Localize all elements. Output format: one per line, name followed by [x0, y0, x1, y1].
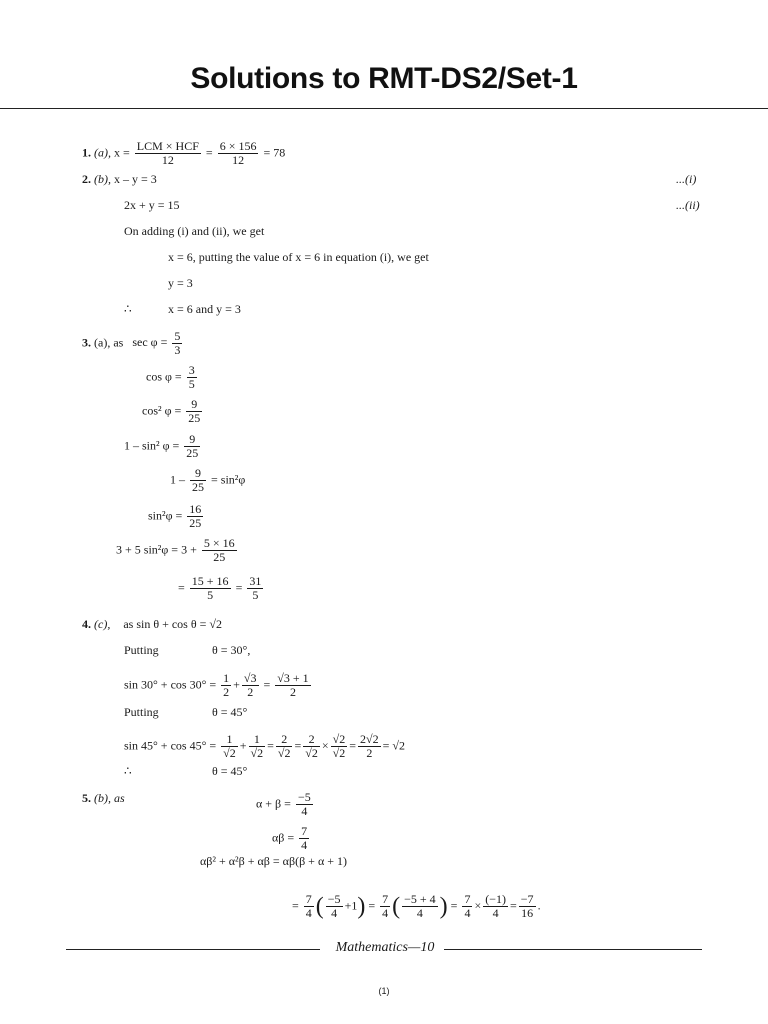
therefore-symbol: ∴ [124, 764, 132, 778]
denominator: 5 [252, 588, 259, 602]
q1-fraction-2 [218, 140, 259, 167]
numerator: (−1) [485, 892, 506, 906]
denominator: 2 [223, 685, 230, 699]
q3-fraction [187, 364, 197, 391]
q2-line-1 [82, 172, 157, 186]
q3-lhs: sin²φ = [148, 508, 183, 523]
q4-result: = √2 [382, 738, 405, 753]
q3-line-4 [124, 433, 202, 460]
q3-line-6 [148, 503, 205, 530]
denominator: 12 [232, 153, 245, 167]
footer-rule-right [444, 949, 702, 950]
equals: = [510, 898, 517, 913]
q4-fraction [249, 733, 266, 760]
times: × [474, 898, 482, 913]
q4-fraction [358, 733, 381, 760]
q1-number: 1. [82, 145, 91, 160]
denominator: 25 [188, 411, 201, 425]
footer-subject: Mathematics—10 [335, 940, 435, 955]
q4-lhs: sin 30° + cos 30° = [124, 677, 217, 692]
equals: = [450, 898, 458, 913]
q1-answer: (a), [94, 145, 111, 160]
numerator: 7 [305, 892, 312, 906]
q4-fraction [303, 733, 320, 760]
q4-fraction [242, 672, 259, 699]
denominator: 4 [382, 906, 389, 920]
q3-fraction [172, 330, 182, 357]
q5-fraction [326, 893, 343, 920]
q3-fraction [247, 575, 263, 602]
q4-line-2 [124, 672, 313, 699]
q3-fraction [186, 398, 202, 425]
numerator: 6 × 156 [219, 139, 257, 153]
q4-theta-2: θ = 45° [212, 705, 248, 719]
q3-line-5 [170, 467, 245, 494]
numerator: −5 [327, 892, 341, 906]
q4-fraction [276, 733, 293, 760]
q3-number: 3. [82, 335, 91, 350]
q5-fraction [380, 893, 390, 920]
denominator: 4 [464, 906, 471, 920]
numerator: 15 + 16 [191, 574, 229, 588]
q5-number: 5. [82, 791, 91, 805]
q4-line-4 [124, 733, 405, 760]
denominator: 25 [186, 446, 199, 460]
numerator: 31 [249, 574, 262, 588]
numerator: 7 [464, 892, 471, 906]
period: . [537, 898, 541, 913]
q5-lhs: α + β = [256, 796, 291, 811]
q1-result: = 78 [263, 145, 286, 160]
right-paren: ) [357, 893, 366, 920]
q5-fraction [462, 893, 472, 920]
q3-fraction [202, 537, 237, 564]
equals: = [349, 738, 357, 753]
denominator: 25 [213, 550, 226, 564]
equals: = [294, 738, 302, 753]
q4-putting-1: Putting [124, 643, 159, 657]
denominator: 12 [161, 153, 174, 167]
numerator: 3 [188, 363, 195, 377]
q3-line-2 [146, 364, 199, 391]
denominator: 4 [492, 906, 499, 920]
denominator: 2 [366, 746, 373, 760]
q5-fraction [402, 893, 438, 920]
q4-number: 4. [82, 617, 91, 631]
denominator: 2 [289, 685, 296, 699]
q3-lhs: 1 – sin² φ = [124, 438, 180, 453]
numerator: −5 + 4 [404, 892, 436, 906]
q4-putting-2: Putting [124, 705, 159, 719]
therefore-symbol: ∴ [124, 302, 132, 316]
equals: = [235, 580, 243, 595]
q2-eq1: x – y = 3 [114, 172, 157, 186]
left-paren: ( [315, 893, 324, 920]
q3-rhs: = sin²φ [211, 472, 246, 487]
q5-fraction [299, 825, 309, 852]
denominator: √2 [332, 746, 346, 760]
q1-lhs: x = [114, 145, 130, 160]
denominator: 4 [301, 838, 308, 852]
numerator: √3 + 1 [277, 671, 309, 685]
numerator: 9 [184, 433, 200, 447]
denominator: 5 [188, 377, 195, 391]
q3-line-3 [142, 398, 204, 425]
q5-fraction [519, 893, 536, 920]
equals: = [292, 898, 299, 913]
denominator: 4 [301, 804, 308, 818]
footer-rule-left [66, 949, 320, 950]
q3-fraction [190, 467, 206, 494]
q5-label [82, 791, 125, 805]
q5-fraction [296, 791, 313, 818]
q1-line [82, 140, 285, 167]
equals: = [205, 145, 213, 160]
denominator: √2 [277, 746, 291, 760]
denominator: 4 [305, 906, 312, 920]
equals: = [263, 677, 271, 692]
equals: = [267, 738, 274, 753]
right-paren: ) [439, 893, 448, 920]
denominator: 4 [331, 906, 338, 920]
q5-line-3: αβ² + α²β + αβ = αβ(β + α + 1) [200, 854, 347, 868]
q5-lhs: αβ = [272, 830, 295, 845]
q3-lhs: cos φ = [146, 369, 182, 384]
q2-adding: On adding (i) and (ii), we get [124, 224, 265, 238]
equals: = [178, 580, 185, 595]
q4-theta-1: θ = 30°, [212, 643, 251, 657]
numerator: 2√2 [360, 732, 379, 746]
numerator: 7 [301, 824, 308, 838]
numerator: √2 [332, 732, 346, 746]
q4-fraction [275, 672, 310, 699]
denominator: 25 [189, 516, 202, 530]
q4-fraction [221, 733, 238, 760]
page-title: Solutions to RMT-DS2/Set-1 [190, 62, 578, 95]
equals: = [368, 898, 376, 913]
q4-statement: as sin θ + cos θ = √2 [123, 617, 222, 631]
q2-ref2: ...(ii) [676, 198, 700, 212]
denominator: √2 [250, 746, 264, 760]
q4-fraction [331, 733, 348, 760]
page-number: (1) [378, 986, 390, 996]
denominator: 4 [416, 906, 423, 920]
denominator: 16 [521, 906, 534, 920]
numerator: 5 [174, 329, 181, 343]
q3-line-1 [82, 330, 184, 357]
q5-line-1 [256, 791, 315, 818]
q4-answer: (c), [94, 617, 111, 631]
q2-answer: (b), [94, 172, 111, 186]
numerator: 5 × 16 [203, 536, 235, 550]
numerator: 1 [221, 733, 238, 747]
q2-putting: x = 6, putting the value of x = 6 in equation (i), we get [168, 250, 429, 264]
q3-lhs: 3 + 5 sin²φ = 3 + [116, 542, 197, 557]
q3-lhs: sec φ = [132, 335, 168, 350]
q3-fraction [184, 433, 200, 460]
numerator: 2 [303, 733, 320, 747]
q3-fraction [187, 503, 203, 530]
numerator: √3 [243, 671, 257, 685]
q3-answer: (a), as [94, 335, 124, 350]
q4-lhs: sin 45° + cos 45° = [124, 738, 217, 753]
q1-fraction-1 [135, 140, 201, 167]
q5-line-2 [272, 825, 311, 852]
denominator: √2 [305, 746, 318, 760]
numerator: 1 [223, 671, 230, 685]
q3-lhs: cos² φ = [142, 403, 182, 418]
q4-final: θ = 45° [212, 764, 248, 778]
left-paren: ( [392, 893, 401, 920]
q3-line-7 [116, 537, 239, 564]
q2-eq2: 2x + y = 15 [124, 198, 180, 212]
title-rule [0, 108, 768, 109]
numerator: −7 [520, 892, 534, 906]
numerator: 1 [249, 733, 266, 747]
numerator: 9 [186, 398, 202, 412]
q3-fraction [190, 575, 231, 602]
q3-line-8 [178, 575, 265, 602]
denominator: 3 [174, 343, 181, 357]
numerator: −5 [297, 790, 311, 804]
plus: + [233, 677, 240, 692]
q5-fraction [483, 893, 508, 920]
q5-line-4 [292, 893, 541, 920]
q4-fraction [221, 672, 231, 699]
times: × [321, 738, 329, 753]
plus: + [239, 738, 247, 753]
denominator: √2 [223, 746, 236, 760]
q4-line-1 [82, 617, 222, 631]
plus-one: +1 [344, 898, 358, 913]
numerator: 2 [276, 733, 293, 747]
q5-answer: (b), as [94, 791, 125, 805]
numerator: 7 [382, 892, 389, 906]
q2-y: y = 3 [168, 276, 193, 290]
q5-fraction [304, 893, 314, 920]
denominator: 2 [247, 685, 254, 699]
q2-number: 2. [82, 172, 91, 186]
q2-ref1: ...(i) [676, 172, 697, 186]
numerator: LCM × HCF [136, 139, 199, 153]
denominator: 5 [207, 588, 214, 602]
denominator: 25 [192, 480, 204, 494]
q2-final: x = 6 and y = 3 [168, 302, 241, 316]
numerator: 16 [189, 502, 202, 516]
numerator: 9 [190, 467, 206, 481]
q3-lhs: 1 – [170, 472, 185, 487]
